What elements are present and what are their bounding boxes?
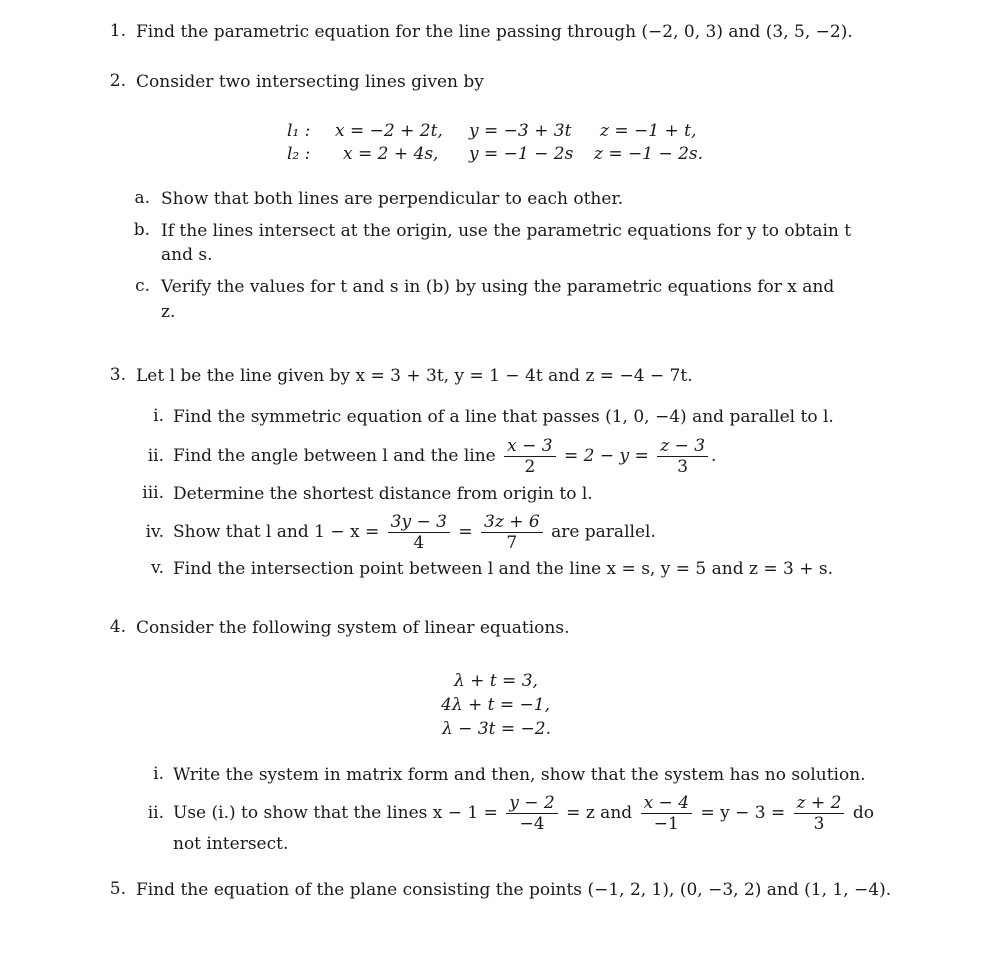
q4ii-line2: not intersect.	[173, 834, 289, 854]
q4ii-mid2: = y − 3 =	[700, 803, 786, 823]
q4ii-frac2-den: −1	[653, 814, 679, 834]
q4ii-frac1-num: y − 2	[506, 793, 557, 814]
q3iv-label: iv.	[145, 522, 164, 542]
q4ii-mid1: = z and	[566, 803, 633, 823]
q3ii-post: .	[711, 446, 717, 466]
q4ii-frac2	[641, 793, 692, 834]
q4-equation-3: λ − 3t = −2.	[442, 719, 551, 739]
q5-number: 5.	[109, 879, 126, 899]
q3v-label: v.	[151, 558, 164, 578]
q3iv-post: are parallel.	[551, 522, 656, 542]
q4ii-frac1-den: −4	[519, 814, 545, 834]
q4ii-frac1	[506, 793, 557, 834]
q3i-label: i.	[153, 406, 164, 426]
q2c-label: c.	[135, 276, 150, 296]
q2-l1-x: x = −2 + 2t,	[335, 121, 443, 141]
q3ii-frac2	[657, 436, 708, 477]
q2a-text: Show that both lines are perpendicular to each other.	[161, 189, 624, 209]
q3ii-frac2-num: z − 3	[657, 436, 708, 457]
q3iii-label: iii.	[142, 483, 164, 503]
q2-l2-z: z = −1 − 2s.	[594, 144, 704, 164]
q2b-line1: If the lines intersect at the origin, use the parametric equations for y to obtain t	[161, 221, 852, 241]
q2b-line2: and s.	[161, 245, 213, 265]
q2-number: 2.	[109, 71, 126, 91]
q1-text: Find the parametric equation for the line passing through (−2, 0, 3) and (3, 5, −2).	[136, 22, 853, 42]
q3i-text: Find the symmetric equation of a line that passes (1, 0, −4) and parallel to l.	[173, 407, 834, 427]
q3ii-frac1-num: x − 3	[504, 436, 555, 457]
q2-l1-label: l₁ :	[287, 121, 311, 141]
q3-number: 3.	[109, 365, 126, 385]
q3ii-line	[173, 434, 716, 478]
q3iv-frac1-den: 4	[413, 533, 425, 553]
q4-number: 4.	[109, 617, 126, 637]
q1-number: 1.	[109, 21, 126, 41]
q3ii-mid: = 2 − y =	[564, 446, 649, 466]
q4i-text: Write the system in matrix form and then, show that the system has no solution.	[173, 765, 866, 785]
q3v-text: Find the intersection point between l and the line x = s, y = 5 and z = 3 + s.	[173, 559, 833, 579]
q3ii-frac1	[504, 436, 555, 477]
q3iv-frac2-den: 7	[506, 533, 518, 553]
q3iv-frac2-num: 3z + 6	[481, 512, 543, 533]
q2c-line2: z.	[161, 302, 176, 322]
q2-l1-y: y = −3 + 3t	[469, 121, 572, 141]
q3ii-pre: Find the angle between l and the line	[173, 446, 496, 466]
q3ii-frac2-den: 3	[677, 457, 689, 477]
q4ii-frac2-num: x − 4	[641, 793, 692, 814]
q2a-label: a.	[134, 188, 150, 208]
q3iv-frac1-num: 3y − 3	[388, 512, 450, 533]
q2-intro: Consider two intersecting lines given by	[136, 72, 484, 92]
q4ii-label: ii.	[147, 803, 164, 823]
q2-l2-x: x = 2 + 4s,	[343, 144, 439, 164]
q4ii-post: do	[852, 803, 874, 823]
q3iv-frac2	[481, 512, 543, 553]
q3iv-line	[173, 510, 656, 554]
q2c-line1: Verify the values for t and s in (b) by using the parametric equations for x and	[161, 277, 835, 297]
q3-intro: Let l be the line given by x = 3 + 3t, y = 1 − 4t and z = −4 − 7t.	[136, 366, 693, 386]
q3iv-mid: =	[458, 522, 473, 542]
q4ii-line	[173, 791, 874, 835]
q2-l1-z: z = −1 + t,	[600, 121, 697, 141]
q2-l2-y: y = −1 − 2s	[469, 144, 574, 164]
q3iv-frac1	[388, 512, 450, 553]
q4-equation-1: λ + t = 3,	[454, 671, 538, 691]
q3ii-label: ii.	[147, 446, 164, 466]
q2b-label: b.	[133, 220, 150, 240]
q3ii-frac1-den: 2	[524, 457, 536, 477]
q4-equation-2: 4λ + t = −1,	[441, 695, 550, 715]
q4ii-frac3	[794, 793, 845, 834]
q5-text: Find the equation of the plane consisting the points (−1, 2, 1), (0, −3, 2) and (1, 1, −4).	[136, 880, 892, 900]
q3iv-pre: Show that l and 1 − x =	[173, 522, 380, 542]
q4-intro: Consider the following system of linear equations.	[136, 618, 570, 638]
q2-l2-label: l₂ :	[287, 144, 311, 164]
q4ii-frac3-num: z + 2	[794, 793, 845, 814]
q4ii-frac3-den: 3	[813, 814, 825, 834]
q4ii-pre: Use (i.) to show that the lines x − 1 =	[173, 803, 498, 823]
q3iii-text: Determine the shortest distance from origin to l.	[173, 484, 593, 504]
q4i-label: i.	[153, 764, 164, 784]
